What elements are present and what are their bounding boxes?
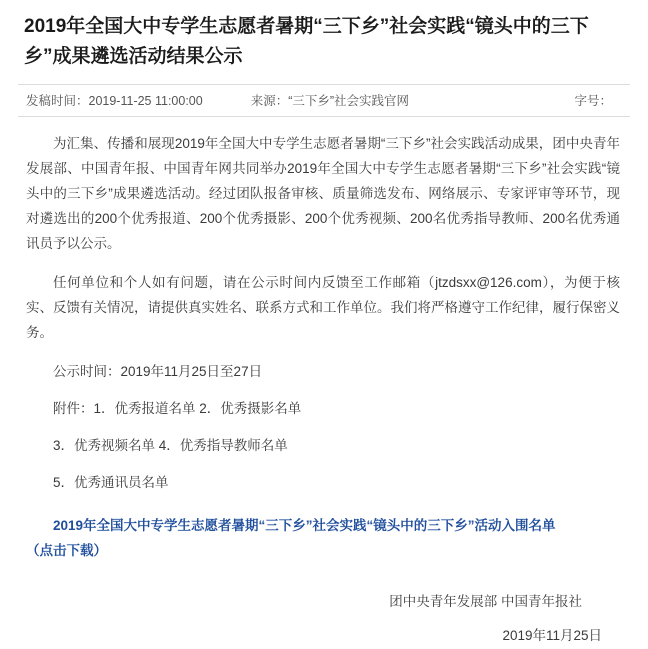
paragraph-publicity-period: 公示时间：2019年11月25日至27日 <box>53 364 263 379</box>
paragraph-feedback: 任何单位和个人如有问题，请在公示时间内反馈至工作邮箱（jtzdsxx@126.com），为便于核实、反馈有关情况，请提供真实姓名、联系方式和工作单位。我们将严格遵守工作纪律，履行保密义务。 <box>26 275 620 340</box>
signature-date: 2019年11月25日 <box>502 628 602 643</box>
attachment-link-line2: （点击下载） <box>26 543 107 558</box>
attachment-download-link[interactable] <box>26 513 620 563</box>
page-title: 2019年全国大中专学生志愿者暑期“三下乡”社会实践“镜头中的三下乡”成果遴选活动结果公示 <box>24 16 589 67</box>
signature: 团中央青年发展部 中国青年报社 <box>389 594 582 609</box>
publish-time: 发稿时间：2019-11-25 11:00:00 <box>26 94 203 108</box>
paragraph-attachments-1: 附件：1．优秀报道名单 2．优秀摄影名单 <box>53 401 302 416</box>
font-size-control[interactable] <box>574 91 622 109</box>
paragraph-attachments-2: 3．优秀视频名单 4．优秀指导教师名单 <box>53 438 288 453</box>
font-size-label: 字号： <box>574 94 612 108</box>
article-source: 来源：“三下乡”社会实践官网 <box>250 94 410 108</box>
article-meta-bar <box>18 84 630 117</box>
paragraph-intro: 为汇集、传播和展现2019年全国大中专学生志愿者暑期“三下乡”社会实践活动成果，团中央青年发展部、中国青年报、中国青年网共同举办2019年全国大中专学生志愿者暑期“三下乡”社会实践“镜头中的三下乡”成果遴选活动。经过团队报备审核、质量筛选发布、网络展示、专家评审等环节，现对遴选出的200个优秀报道、200个优秀摄影、200个优秀视频、200名优秀指导教师、200名优秀通讯员予以公示。 <box>26 136 620 251</box>
attachment-link-line1: 2019年全国大中专学生志愿者暑期“三下乡”社会实践“镜头中的三下乡”活动入围名单 <box>53 518 556 533</box>
paragraph-attachments-3: 5．优秀通讯员名单 <box>53 475 169 490</box>
article-body <box>18 117 630 649</box>
